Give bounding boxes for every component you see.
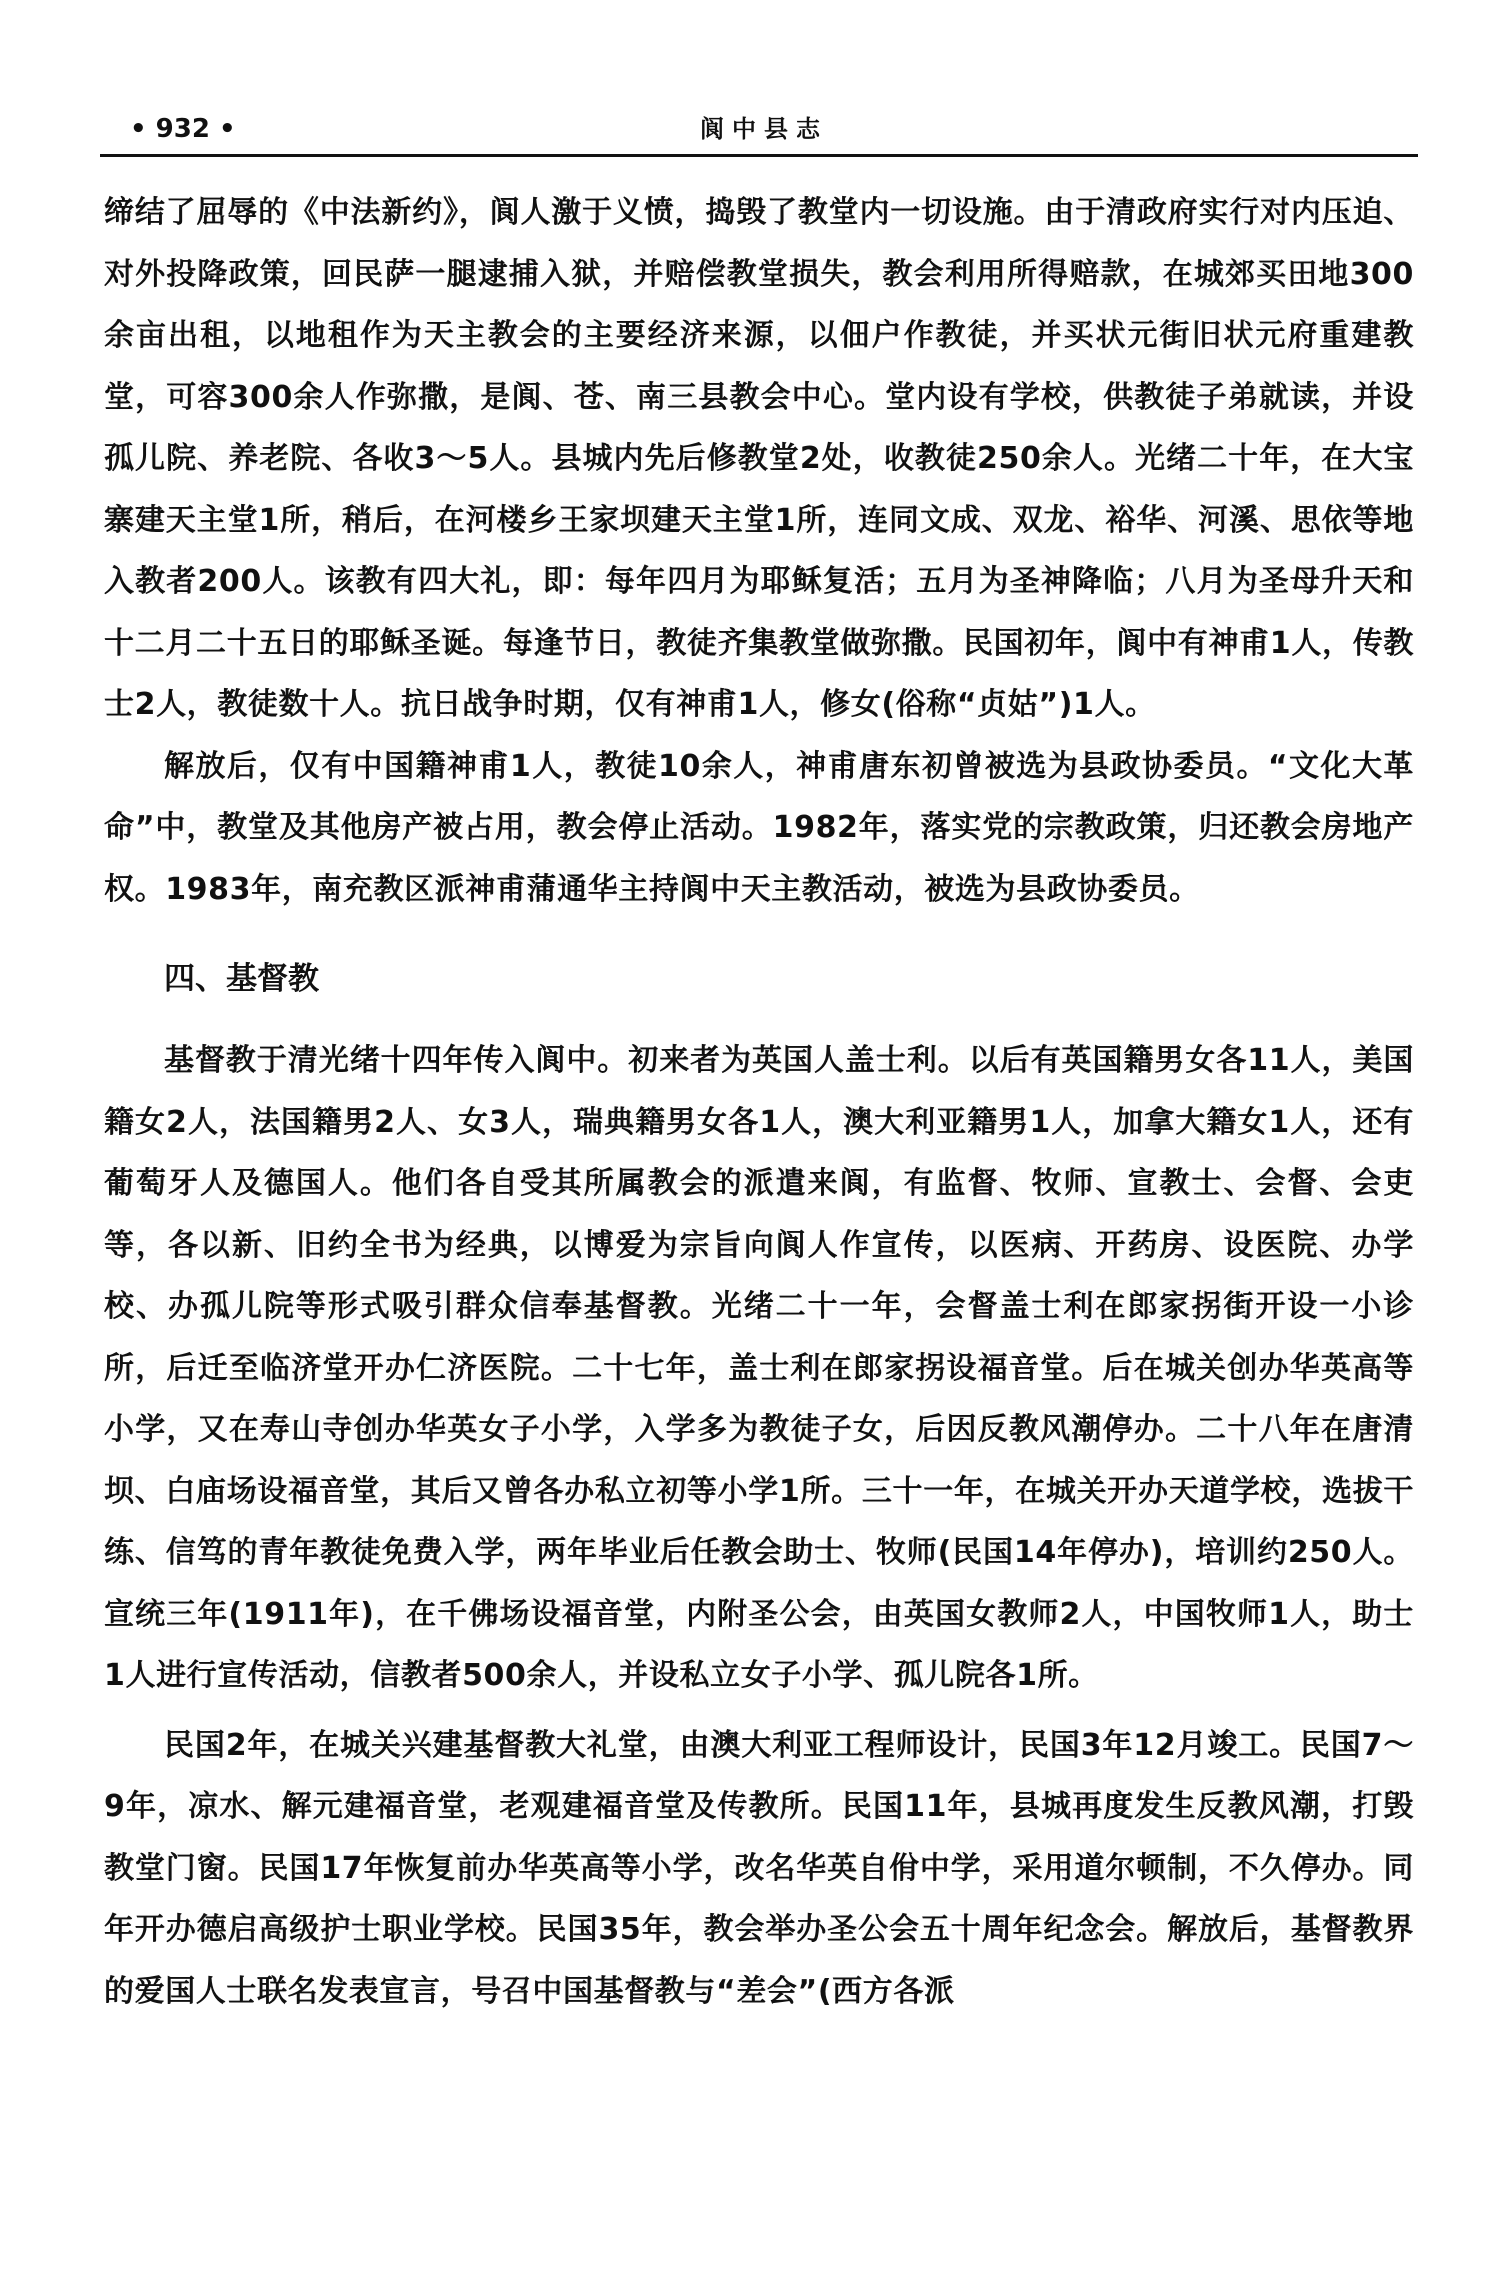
running-title: 阆中县志	[700, 115, 828, 143]
page-body	[104, 182, 1414, 2022]
page-number: • 932 •	[130, 114, 236, 144]
section-heading-christianity: 四、基督教	[164, 961, 319, 997]
page-header	[100, 112, 1418, 156]
paragraph-christianity-introduction: 基督教于清光绪十四年传入阆中。初来者为英国人盖士利。以后有英国籍男女各11人，美国籍女2人，法国籍男2人、女3人，瑞典籍男女各1人，澳大利亚籍男1人，加拿大籍女1人，还有葡萄牙人及德国人。他们各自受其所属教会的派遣来阆，有监督、牧师、宣教士、会督、会吏等，各以新、旧约全书为经典，以博爱为宗旨向阆人作宣传，以医病、开药房、设医院、办学校、办孤儿院等形式吸引群众信奉基督教。光绪二十一年，会督盖士利在郎家拐街开设一小诊所，后迁至临济堂开办仁济医院。二十七年，盖士利在郎家拐设福音堂。后在城关创办华英高等小学，又在寿山寺创办华英女子小学，入学多为教徒子女，后因反教风潮停办。二十八年在唐清坝、白庙场设福音堂，其后又曾各办私立初等小学1所。三十一年，在城关开办天道学校，选拔干练、信笃的青年教徒免费入学，两年毕业后任教会助士、牧师(民国14年停办)，培训约250人。宣统三年(1911年)，在千佛场设福音堂，内附圣公会，由英国女教师2人，中国牧师1人，助士1人进行宣传活动，信教者500余人，并设私立女子小学、孤儿院各1所。	[104, 1043, 1414, 1693]
paragraph-gap	[104, 1707, 1414, 1715]
paragraph-christianity-republic-era: 民国2年，在城关兴建基督教大礼堂，由澳大利亚工程师设计，民国3年12月竣工。民国7～9年，凉水、解元建福音堂，老观建福音堂及传教所。民国11年，县城再度发生反教风潮，打毁教堂门窗。民国17年恢复前办华英高等小学，改名华英自佾中学，采用道尔顿制，不久停办。同年开办德启高级护士职业学校。民国35年，教会举办圣公会五十周年纪念会。解放后，基督教界的爱国人士联名发表宣言，号召中国基督教与“差会”(西方各派	[104, 1727, 1414, 2009]
paragraph-catholic-after-liberation: 解放后，仅有中国籍神甫1人，教徒10余人，神甫唐东初曾被选为县政协委员。“文化大革命”中，教堂及其他房产被占用，教会停止活动。1982年，落实党的宗教政策，归还教会房地产权。1983年，南充教区派神甫蒲通华主持阆中天主教活动，被选为县政协委员。	[104, 748, 1414, 907]
paragraph-catholic-history: 缔结了屈辱的《中法新约》，阆人激于义愤，捣毁了教堂内一切设施。由于清政府实行对内压迫、对外投降政策，回民萨一腿逮捕入狱，并赔偿教堂损失，教会利用所得赔款，在城郊买田地300余亩出租，以地租作为天主教会的主要经济来源，以佃户作教徒，并买状元街旧状元府重建教堂，可容300余人作弥撒，是阆、苍、南三县教会中心。堂内设有学校，供教徒子弟就读，并设孤儿院、养老院、各收3～5人。县城内先后修教堂2处，收教徒250余人。光绪二十年，在大宝寨建天主堂1所，稍后，在河楼乡王家坝建天主堂1所，连同文成、双龙、裕华、河溪、思依等地入教者200人。该教有四大礼，即：每年四月为耶稣复活；五月为圣神降临；八月为圣母升天和十二月二十五日的耶稣圣诞。每逢节日，教徒齐集教堂做弥撒。民国初年，阆中有神甫1人，传教士2人，教徒数十人。抗日战争时期，仅有神甫1人，修女(俗称“贞姑”)1人。	[104, 195, 1414, 722]
header-rule	[100, 154, 1418, 157]
